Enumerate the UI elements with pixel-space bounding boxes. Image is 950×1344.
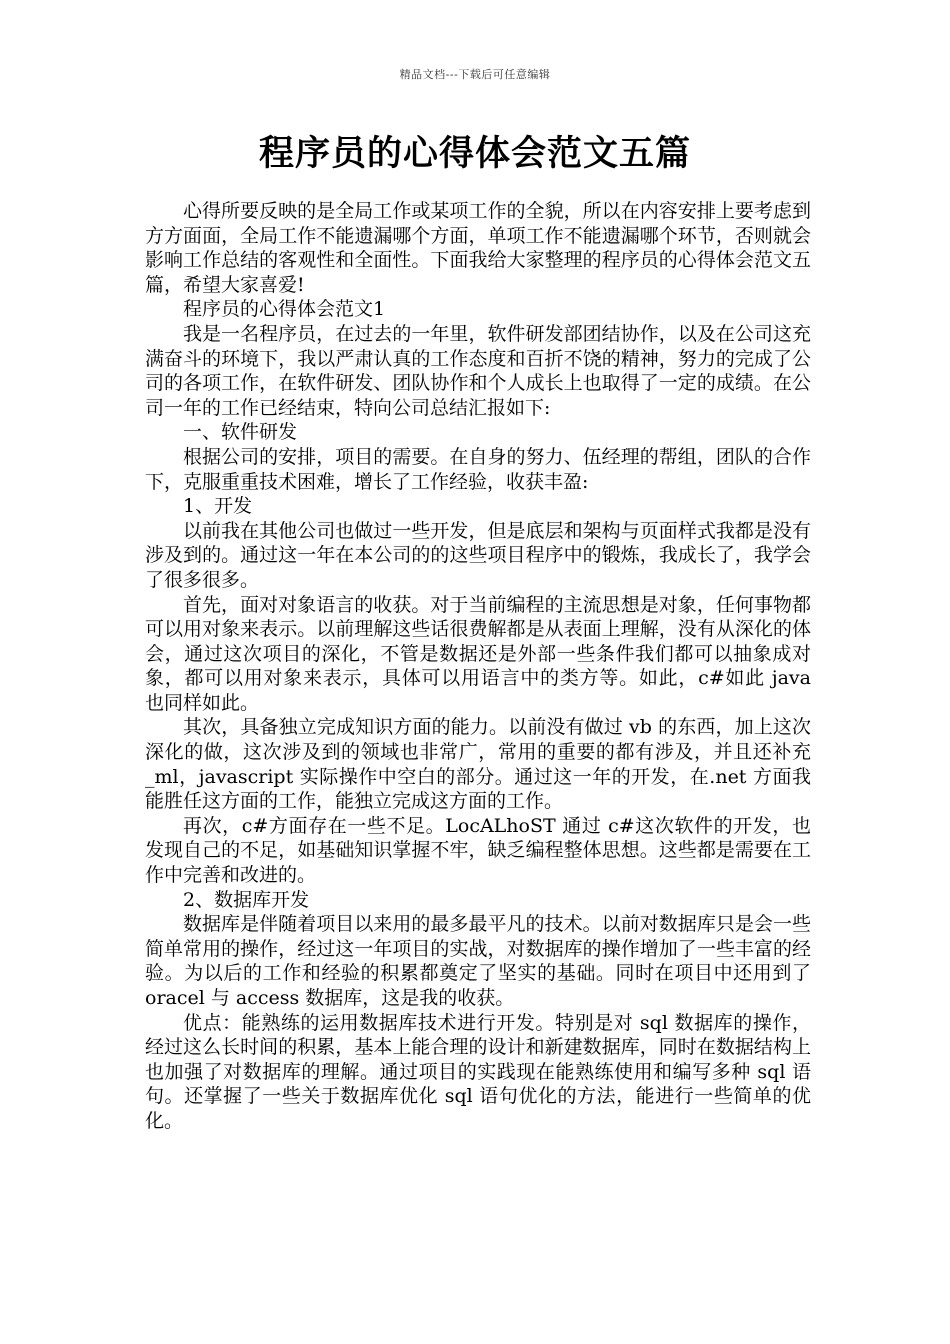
subsection-heading-development: 1、开发 (183, 495, 253, 518)
body-paragraph: 以前我在其他公司也做过一些开发，但是底层和架构与页面样式我都是没有涉及到的。通过这一年在本公司的的这些项目程序中的锻炼，我成长了，我学会了很多很多。 (145, 519, 811, 591)
body-paragraph: 数据库是伴随着项目以来用的最多最平凡的技术。以前对数据库只是会一些简单常用的操作，经过这一年项目的实战，对数据库的操作增加了一些丰富的经验。为以后的工作和经验的积累都奠定了坚实的基础。同时在项目中还用到了 oracel 与 access 数据库，这是我的收获。 (145, 913, 811, 1009)
section-heading-essay-1: 程序员的心得体会范文1 (183, 298, 386, 321)
intro-paragraph: 心得所要反映的是全局工作或某项工作的全貌，所以在内容安排上要考虑到方方面面，全局工作不能遗漏哪个方面，单项工作不能遗漏哪个环节，否则就会影响工作总结的客观性和全面性。下面我给大家整理的程序员的心得体会范文五篇，希望大家喜爱! (145, 200, 811, 296)
body-paragraph: 我是一名程序员，在过去的一年里，软件研发部团结协作，以及在公司这充满奋斗的环境下，我以严肃认真的工作态度和百折不饶的精神，努力的完成了公司的各项工作，在软件研发、团队协作和个人成长上也取得了一定的成绩。在公司一年的工作已经结束，特向公司总结汇报如下: (145, 322, 811, 419)
body-paragraph: 其次，具备独立完成知识方面的能力。以前没有做过 vb 的东西，加上这次深化的做，这次涉及到的领域也非常广，常用的重要的都有涉及，并且还补充_ml，javascript 实际操作中空白的部分。通过这一年的开发，在.net 方面我能胜任这方面的工作，能独立完成这方面的工作。 (145, 716, 811, 813)
body-paragraph: 首先，面对对象语言的收获。对于当前编程的主流思想是对象，任何事物都可以用对象来表示。以前理解这些话很费解都是从表面上理解，没有从深化的体会，通过这次项目的深化，不管是数据还是外部一些条件我们都可以抽象成对象，都可以用对象来表示，具体可以用语言中的类方等。如此，c#如此 java 也同样如此。 (145, 593, 811, 714)
document-body (145, 199, 811, 1134)
section-heading-software-dev: 一、软件研发 (183, 421, 298, 444)
body-paragraph: 根据公司的安排，项目的需要。在自身的努力、伍经理的帮组，团队的合作下，克服重重技术困难，增长了工作经验，收获丰盈: (145, 445, 811, 493)
subsection-heading-database: 2、数据库开发 (183, 888, 310, 911)
document-title: 程序员的心得体会范文五篇 (258, 133, 691, 174)
body-paragraph: 再次，c#方面存在一些不足。LocALhoST 通过 c#这次软件的开发，也发现自己的不足，如基础知识掌握不牢，缺乏编程整体思想。这些都是需要在工作中完善和改进的。 (145, 814, 811, 887)
body-paragraph: 优点：能熟练的运用数据库技术进行开发。特别是对 sql 数据库的操作，经过这么长时间的积累，基本上能合理的设计和新建数据库，同时在数据结构上也加强了对数据库的理解。通过项目的实践现在能熟练使用和编写多种 sql 语句。还掌握了一些关于数据库优化 sql 语句优化的方法，能进行一些简单的优化。 (145, 1011, 811, 1132)
page-header-note: 精品文档---下载后可任意编辑 (399, 68, 551, 81)
